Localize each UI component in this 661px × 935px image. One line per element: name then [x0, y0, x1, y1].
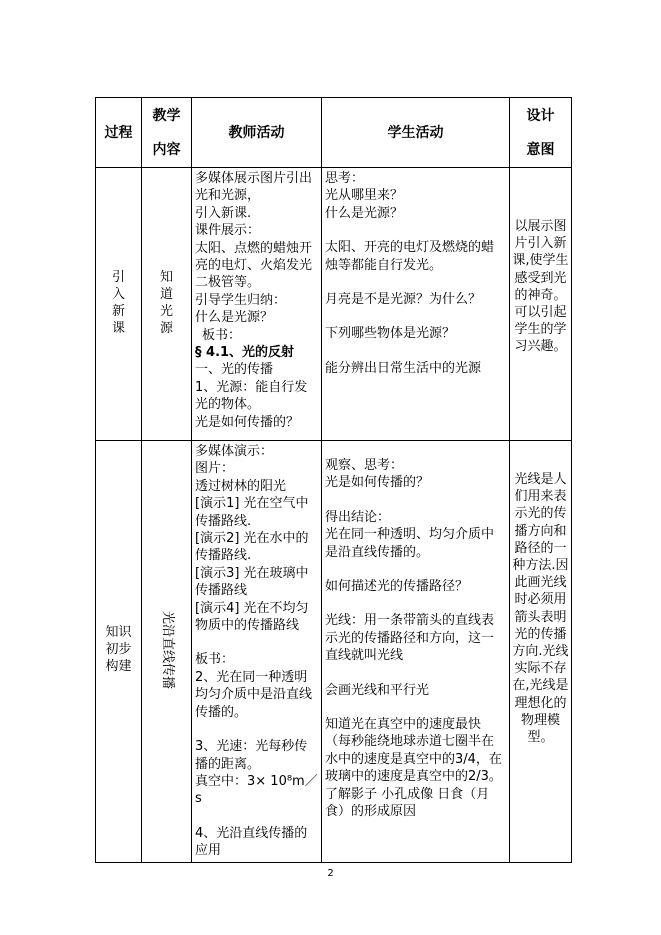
row1-process: 引 入 新 课	[96, 168, 142, 441]
header-process: 过程	[96, 98, 142, 168]
row2-design: 光线是人们用来表示光的传播方向和路径的一种方法.因此画光线时必须用箭头表明光的传播方向.光线实际不存在,光线是理想化的物理模型。	[510, 441, 572, 863]
row2-process: 知识 初步 构建	[96, 441, 142, 863]
table-row	[96, 441, 572, 863]
row1-teacher: 多媒体展示图片引出光和光源， 引入新课. 课件展示： 太阳、点燃的蜡烛开亮的电灯、火焰发光二极管等。 引导学生归纳： 什么是光源？ 板书： § 4.1、光的反射 一、光的传播 1、光源：能自行发光的物体。 光是如何传播的？	[192, 168, 322, 441]
lesson-plan-table	[95, 97, 572, 863]
header-design: 设计 意图	[510, 98, 572, 168]
row1-student: 思考： 光从哪里来？ 什么是光源？ 太阳、开亮的电灯及燃烧的蜡烛等都能自行发光。 月亮是不是光源？为什么？ 下列哪些物体是光源？ 能分辨出日常生活中的光源	[322, 168, 510, 441]
row1-design: 以展示图片引入新课,使学生感受到光的神奇。可以引起学生的学习兴趣。	[510, 168, 572, 441]
page-number: 2	[327, 868, 334, 879]
header-content: 教学 内容	[142, 98, 192, 168]
header-row	[96, 98, 572, 168]
header-student: 学生活动	[322, 98, 510, 168]
header-teacher: 教师活动	[192, 98, 322, 168]
table-row	[96, 168, 572, 441]
row1-content: 知 道 光 源	[142, 168, 192, 441]
row2-content: 光沿直线传播	[142, 441, 192, 863]
row2-teacher: 多媒体演示： 图片： 透过树林的阳光 [演示1] 光在空气中传播路线. [演示2] 光在水中的传播路线. [演示3] 光在玻璃中传播路线 [演示4] 光在不均匀物质中的传播路线 板书： 2、光在同一种透明均匀介质中是沿直线传播的。 3、光速：光每秒传播的距离。 真空中：3× 10⁸m／s 4、光沿直线传播的应用	[192, 441, 322, 863]
row2-student: 观察、思考： 光是如何传播的？ 得出结论： 光在同一种透明、均匀介质中是沿直线传播的。 如何描述光的传播路径？ 光线：用一条带箭头的直线表示光的传播路径和方向，这一直线就叫光线 会画光线和平行光 知道光在真空中的速度最快（每秒能绕地球赤道七圈半在水中的速度是真空中的3/4，在玻璃中的速度是真空中的2/3。 了解影子 小孔成像 日食（月食）的形成原因	[322, 441, 510, 863]
